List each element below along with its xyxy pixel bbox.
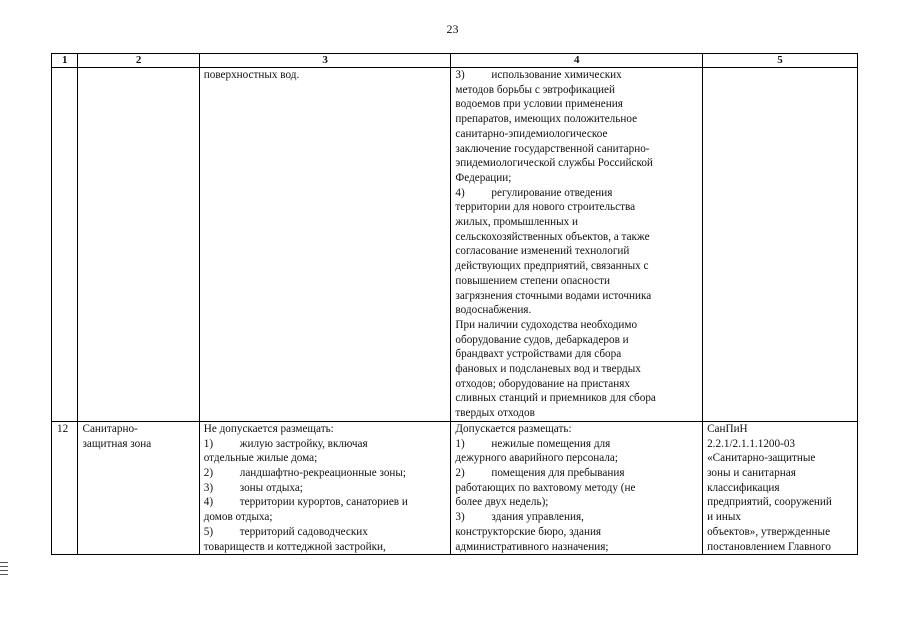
text-line: помещения для пребывания — [491, 466, 625, 479]
text-line: жилую застройку, включая — [239, 437, 368, 450]
text-line: методов борьбы с эвтрофикацией — [455, 83, 615, 96]
cell-permitted — [451, 421, 703, 554]
document-table — [51, 53, 858, 555]
text-line: препаратов, имеющих положительное — [455, 113, 638, 126]
item-number: 1) — [455, 437, 465, 450]
text-line: зоны отдыха; — [239, 481, 303, 494]
text-line: твердых отходов — [455, 407, 535, 420]
text-line: защитная зона — [82, 437, 152, 450]
text-line: здания управления, — [491, 511, 584, 524]
cell-restrictions — [199, 68, 451, 422]
item-number: 3) — [203, 481, 214, 494]
text-line: водоемов при условии применения — [455, 98, 623, 111]
item-number: 2) — [203, 466, 214, 479]
text-line: сельскохозяйственных объектов, а также — [455, 230, 650, 243]
text-line: более двух недель); — [455, 496, 549, 509]
text-line: ландшафтно-рекреационные зоны; — [239, 466, 407, 479]
header-col-1: 1 — [52, 54, 78, 68]
table-row-12 — [52, 421, 858, 554]
text-line: «Санитарно-защитные — [707, 452, 816, 465]
page-number: 23 — [446, 22, 459, 36]
text-line: зоны и санитарная — [707, 466, 796, 479]
text-line: работающих по вахтовому методу (не — [455, 481, 636, 494]
item-number: 3) — [455, 511, 465, 524]
text-line: санитарно-эпидемиологическое — [455, 127, 608, 140]
text-line: жилых, промышленных и — [455, 216, 578, 229]
text-line: загрязнения сточными водами источника — [455, 289, 652, 302]
cell-name — [78, 421, 199, 554]
text-line: поверхностных вод. — [203, 69, 300, 81]
text-line: эпидемиологической службы Российской — [455, 157, 653, 170]
text-line: заключение государственной санитарно- — [455, 142, 650, 155]
text-line: Федерации; — [455, 171, 512, 184]
text-line: конструкторские бюро, здания — [455, 525, 602, 538]
text-line: водоснабжения. — [455, 304, 532, 317]
item-number: 1) — [203, 437, 214, 450]
text-line: объектов», утвержденные — [707, 525, 831, 538]
text-line: домов отдыха; — [203, 511, 273, 524]
cell-num: 12 — [52, 421, 78, 554]
margin-mark — [0, 562, 8, 578]
item-number: 3) — [455, 69, 465, 81]
text-line: действующих предприятий, связанных с — [455, 260, 649, 273]
table-header-row — [52, 54, 858, 68]
text-line: отдельные жилые дома; — [203, 452, 318, 465]
text-line: территории курортов, санаториев и — [239, 496, 408, 509]
cell-restrictions — [199, 421, 451, 554]
header-col-2: 2 — [78, 54, 199, 68]
text-line: Санитарно- — [82, 422, 138, 435]
text-line: Не допускается размещать: — [203, 422, 334, 435]
header-col-5: 5 — [703, 54, 858, 68]
text-line: дежурного аварийного персонала; — [455, 452, 618, 465]
text-line: территории для нового строительства — [455, 201, 636, 214]
text-line: СанПиН — [707, 422, 748, 435]
text-line: товариществ и коттеджной застройки, — [203, 540, 386, 553]
text-line: использование химических — [491, 69, 622, 81]
text-line: При наличии судоходства необходимо — [455, 318, 638, 331]
text-line: повышением степени опасности — [455, 274, 610, 287]
text-line: фановых и подсланевых вод и твердых — [455, 363, 641, 376]
text-line: согласование изменений технологий — [455, 245, 630, 258]
text-line: отходов; оборудование на пристанях — [455, 377, 630, 390]
cell-measures — [451, 68, 703, 422]
cell-num — [52, 68, 78, 422]
cell-name — [78, 68, 199, 422]
header-col-3: 3 — [199, 54, 451, 68]
text-line: оборудование судов, дебаркадеров и — [455, 333, 629, 346]
text-line: и иных — [707, 511, 741, 524]
text-line: постановлением Главного — [707, 540, 831, 553]
text-line: территорий садоводческих — [239, 525, 368, 538]
item-number: 2) — [455, 466, 465, 479]
text-line: предприятий, сооружений — [707, 496, 832, 509]
item-number: 5) — [203, 525, 214, 538]
text-line: административного назначения; — [455, 540, 609, 553]
text-line: брандвахт устройствами для сбора — [455, 348, 622, 361]
table-row-continued — [52, 68, 858, 422]
header-col-4: 4 — [451, 54, 703, 68]
item-number: 4) — [203, 496, 214, 509]
item-number: 4) — [455, 186, 465, 199]
text-line: сливных станций и приемников для сбора — [455, 392, 656, 405]
text-line: Допускается размещать: — [455, 422, 572, 435]
text-line: нежилые помещения для — [491, 437, 611, 450]
cell-regulation — [703, 421, 858, 554]
cell-regulation — [703, 68, 858, 422]
text-line: классификация — [707, 481, 780, 494]
text-line: 2.2.1/2.1.1.1200-03 — [707, 437, 796, 450]
text-line: регулирование отведения — [491, 186, 613, 199]
